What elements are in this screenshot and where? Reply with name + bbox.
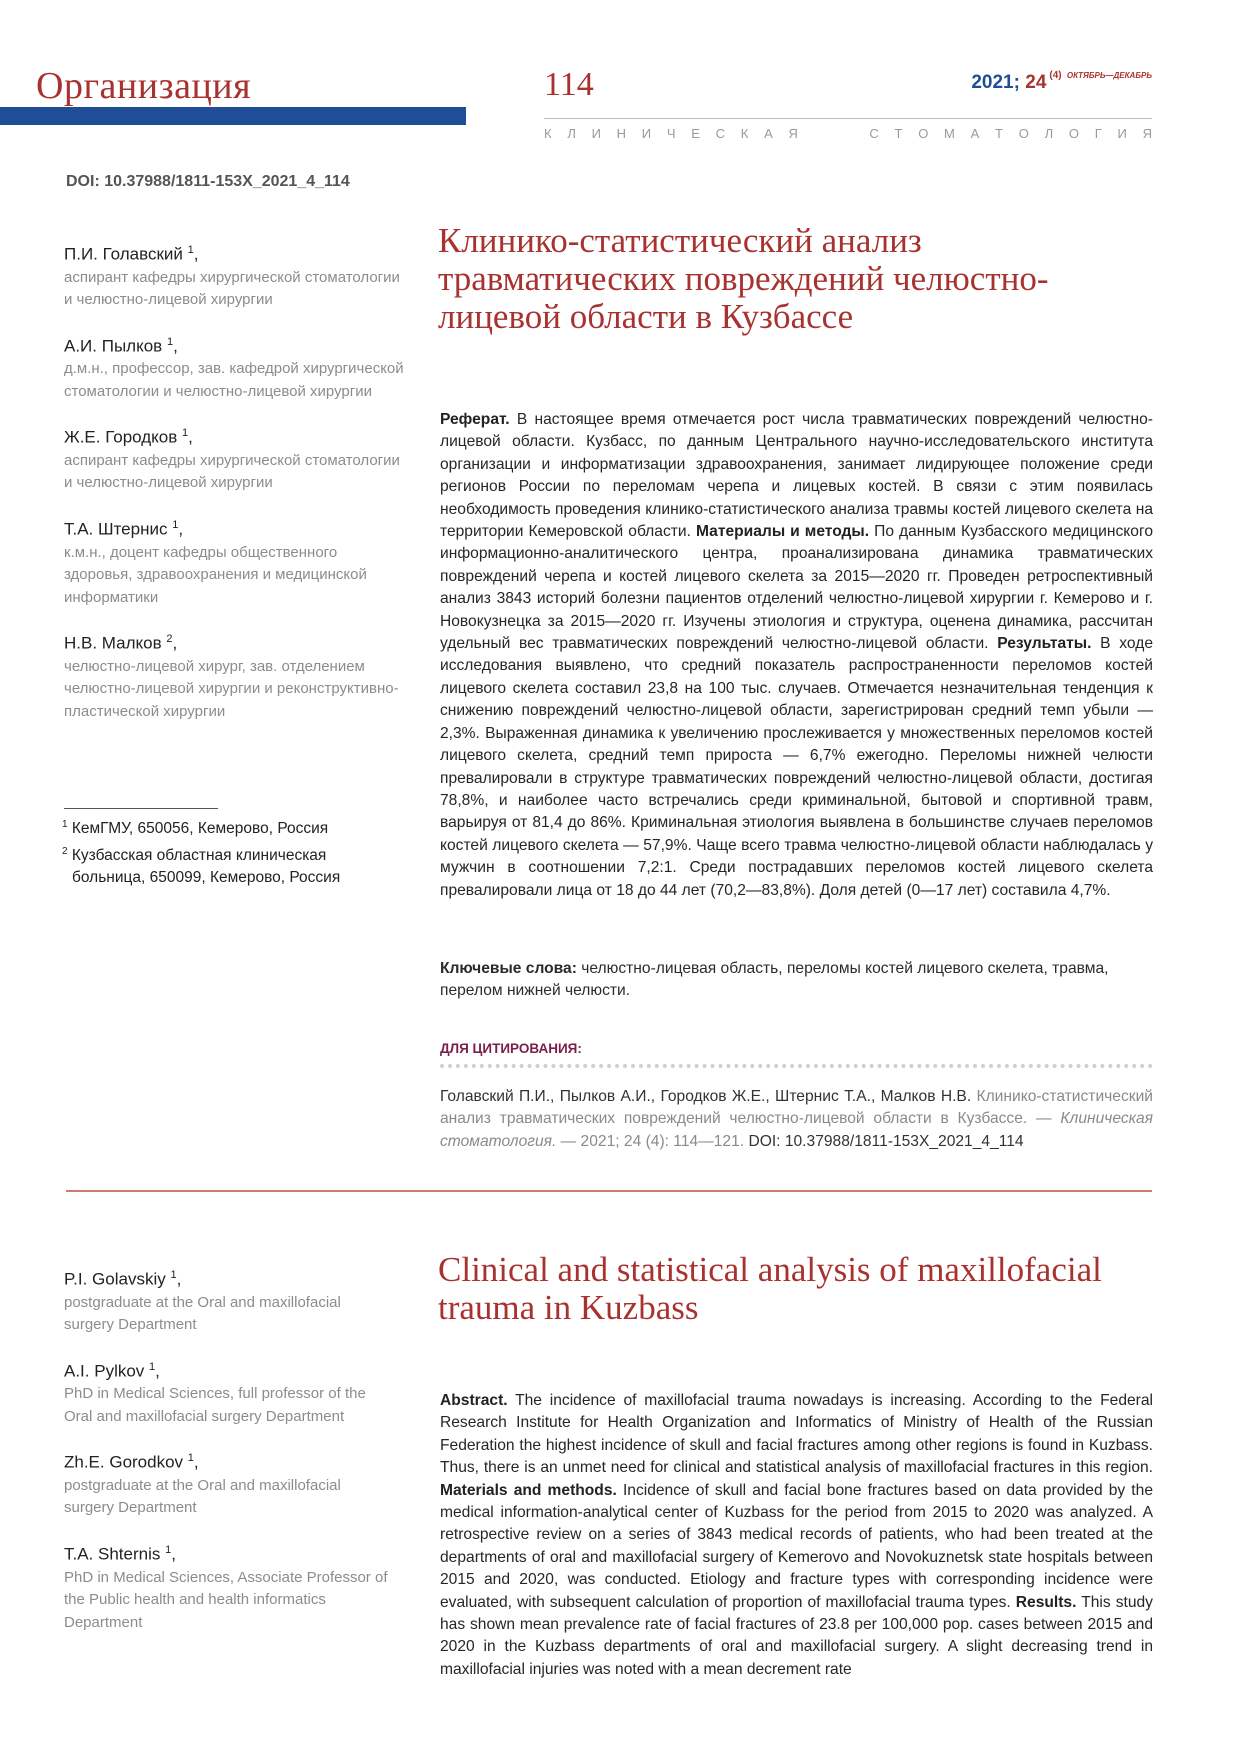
author-name-text: Н.В. Малков — [64, 633, 162, 653]
author-name: Н.В. Малков $^2$, — [64, 633, 178, 653]
journal-letter: Е — [691, 126, 700, 141]
author-name: П.И. Голавский $^1$, — [64, 244, 199, 264]
affiliation-marker: 1 — [166, 335, 174, 348]
author-name-text: А.И. Пылков — [64, 336, 163, 356]
section-color-bar — [0, 107, 466, 125]
author-name: P.I. Golavskiy $^1$, — [64, 1269, 182, 1289]
author-position: PhD in Medical Sciences, full professor of the Oral and maxillofacial surgery Department — [64, 1385, 366, 1425]
author-name: Ж.Е. Городков $^1$, — [64, 427, 193, 447]
citation-doi: DOI: 10.37988/1811-153X_2021_4_114 — [748, 1132, 1024, 1150]
affiliations — [62, 814, 402, 890]
affiliation — [62, 841, 402, 890]
author-name-text: P.I. Golavskiy — [64, 1269, 166, 1289]
abstract-en — [440, 1390, 1153, 1680]
author-entry — [64, 1355, 409, 1429]
section-divider — [66, 1190, 1152, 1192]
header-rule — [544, 118, 1152, 119]
journal-letter: И — [1117, 126, 1127, 141]
article-title-ru: Клинико-статистический анализ травматических повреждений челюстно-лицевой области в Кузбассе — [438, 221, 1049, 336]
journal-letter: Ч — [666, 126, 676, 141]
keywords-label: Ключевые слова: — [440, 960, 577, 977]
author-position: postgraduate at the Oral and maxillofacial surgery Department — [64, 1293, 341, 1334]
abstract-label: Abstract. — [440, 1392, 508, 1409]
author-name-text: Т.А. Штернис — [64, 519, 168, 539]
journal-letter: С — [869, 126, 879, 141]
citation — [440, 1086, 1153, 1153]
author-name-text: A.I. Pylkov — [64, 1361, 145, 1381]
issue-info: 2021; 24 $^{(4)}$ $^{ОКТЯБРЬ—ДЕКАБРЬ}$ — [971, 70, 1152, 93]
affiliation-marker: 1 — [187, 244, 194, 256]
keywords — [440, 958, 1153, 1003]
author-entry — [64, 1263, 409, 1337]
author-position: аспирант кафедры хирургической стоматологии и челюстно-лицевой хирургии — [64, 451, 400, 492]
results-text: This study has shown mean prevalence rate of facial fractures of 23.8 per 100,000 pop. cases between 2015 and 2020 in the Kuzbass departments of oral and maxillofacial surgery. A slight decreasing trend in maxillofacial injuries was noted with a mean decrement rate — [440, 1593, 1153, 1678]
citation-divider — [440, 1064, 1153, 1068]
methods-text: По данным Кузбасского медицинского информационно-аналитического центра, проанализирована динамика травматических повреждений черепа и костей лицевого скелета за 2015—2020 гг. Проведен ретроспективный анализ 3843 историй болезни пациентов отделений челюстно-лицевой хирургии г. Кемерово и г. Новокузнецка за 2015—2020 гг. Изучены этиология и структура, оценена динамика, рассчитан удельный вес травматических повреждений челюстно-лицевой области. — [440, 523, 1153, 653]
citation-journal: Клиническая стоматология. — [440, 1110, 1153, 1150]
methods-text: Incidence of skull and facial bone fractures based on data provided by the medical information-analytical center of Kuzbass for the period from 2015 to 2020 was analyzed. A retrospective review on a series of 3843 medical records of patients, who had been treated at the departments of oral and maxillofacial surgery of Kemerovo and Novokuznetsk state hospitals between 2015 and 2020, was conducted. Etiology and fracture types with corresponding incidence were evaluated, with subsequent calculation of proportion of maxillofacial trauma types. — [440, 1481, 1153, 1611]
affiliation — [62, 814, 402, 841]
journal-letter: Я — [788, 126, 798, 141]
author-position: к.м.н., доцент кафедры общественного здоровья, здравоохранения и медицинской информатики — [64, 543, 367, 606]
issue-period: ОКТЯБРЬ—ДЕКАБРЬ — [1066, 71, 1152, 80]
affiliation-marker: 1 — [170, 1269, 177, 1281]
journal-letter: Я — [1142, 126, 1152, 141]
citation-authors: Голавский П.И., Пылков А.И., Городков Ж.Е., Штернис Т.А., Малков Н.В. — [440, 1088, 972, 1105]
journal-letter: С — [715, 126, 726, 141]
author-entry — [64, 513, 409, 609]
abstract-text: The incidence of maxillofacial trauma nowadays is increasing. According to the Federal Research Institute for Health Organization and Informatics of Ministry of Health of the Russian Federation the highest incidence of skull and facial fractures among other regions is found in Kuzbass. Thus, there is an unmet need for clinical and statistical analysis of maxillofacial fractures in this region. — [440, 1392, 1153, 1477]
journal-letter: И — [591, 126, 601, 141]
author-name: T.A. Shternis $^1$, — [64, 1543, 176, 1564]
results-label: Результаты. — [997, 635, 1092, 653]
methods-label: Materials and methods. — [440, 1481, 617, 1499]
journal-letter: Л — [1044, 126, 1054, 141]
page-number: 114 — [544, 66, 594, 103]
journal-letter: Г — [1094, 126, 1102, 141]
journal-letter: О — [918, 126, 929, 141]
affiliation-marker: 1 — [187, 1452, 194, 1465]
abstract-text: В настоящее время отмечается рост числа травматических повреждений челюстно-лицевой области. Кузбасс, по данным Центрального научно-исследовательского института организации и информатизации здравоохранения, занимает лидирующее положение среди регионов России по переломам черепа и лицевых костей. В связи с этим появилась необходимость проведения клинико-статистического анализа травмы костей лицевого скелета на территории Кемеровской области. — [440, 411, 1153, 541]
author-entry — [64, 627, 409, 723]
abstract-ru — [440, 409, 1153, 902]
citation-label: ДЛЯ ЦИТИРОВАНИЯ: — [440, 1041, 582, 1056]
author-name-text: Ж.Е. Городков — [64, 427, 178, 447]
affiliation-text: КемГМУ, 650056, Кемерово, Россия — [71, 820, 329, 838]
affiliation-marker: 1 — [165, 1543, 172, 1556]
issue-number: (4) — [1049, 70, 1062, 81]
affiliation-marker: 1 — [62, 819, 68, 830]
journal-letter: А — [970, 126, 980, 141]
authors-list-ru — [64, 238, 409, 741]
author-position: аспирант кафедры хирургической стоматологии и челюстно-лицевой хирургии — [64, 268, 400, 309]
journal-letter: К — [740, 126, 749, 141]
section-title: Организация — [36, 65, 252, 107]
journal-letter: И — [641, 126, 652, 141]
journal-name — [544, 126, 1152, 141]
journal-word-gap — [814, 126, 854, 141]
affiliation-marker: 2 — [62, 845, 68, 857]
results-label: Results. — [1015, 1593, 1077, 1611]
authors-list-en — [64, 1263, 409, 1652]
affiliation-text: Кузбасская областная клиническая больница, 650099, Кемерово, Россия — [71, 846, 341, 887]
author-position: postgraduate at the Oral and maxillofacial surgery Department — [64, 1476, 341, 1517]
author-entry — [64, 1446, 409, 1520]
journal-letter: О — [1068, 126, 1079, 141]
author-name-text: T.A. Shternis — [64, 1544, 161, 1564]
affiliation-marker: 1 — [149, 1360, 156, 1373]
author-name-text: Zh.E. Gorodkov — [64, 1452, 184, 1472]
affiliation-marker: 2 — [166, 633, 173, 646]
doi: DOI: 10.37988/1811-153X_2021_4_114 — [66, 173, 350, 190]
citation-title: Клинико-статистический анализ травматических повреждений челюстно-лицевой области в Кузбассе. — — [440, 1088, 1153, 1128]
author-position: PhD in Medical Sciences, Associate Professor of the Public health and health informatics Department — [64, 1568, 388, 1631]
issue-year: 2021 — [971, 72, 1014, 93]
author-entry — [64, 1538, 409, 1634]
journal-letter: О — [1018, 126, 1029, 141]
author-name: А.И. Пылков $^1$, — [64, 335, 178, 356]
article-title-en: Clinical and statistical analysis of maxillofacial trauma in Kuzbass — [438, 1250, 1102, 1327]
affiliation-divider — [64, 808, 218, 809]
methods-label: Материалы и методы. — [695, 523, 870, 541]
author-name: A.I. Pylkov $^1$, — [64, 1360, 160, 1381]
affiliation-marker: 1 — [182, 427, 189, 440]
author-name-text: П.И. Голавский — [64, 244, 183, 264]
abstract-label: Реферат. — [440, 411, 510, 428]
journal-letter: Т — [995, 126, 1003, 141]
journal-letter: Т — [894, 126, 903, 141]
results-text: В ходе исследования выявлено, что средний показатель распространенности переломов костей лицевого скелета составил 23,8 на 100 тыс. случаев. Отмечается незначительная тенденция к снижению повреждений челюстно-лицевой области, зарегистрирован средний темп убыли — 2,3%. Выраженная динамика к увеличению прослеживается у множественных переломов костей лицевого скелета, средний темп прироста — 6,7% ежегодно. Переломы нижней челюсти превалировали в структуре травматических повреждений челюстно-лицевой области, достигая 78,8%, и наиболее часто встречались среди криминальной, бытовой и спортивной травм, варьируя от 81,4 до 86%. Криминальная этиология выявлена в большинстве случаев переломов костей лицевого скелета — 57,9%. Чаще всего травма челюстно-лицевой области наблюдалась у мужчин в соотношении 7,2:1. Среди пострадавших переломов костей лицевого скелета превалировали лица от 18 до 44 лет (70,2—83,8%). Доля детей (0—17 лет) составила 4,7%. — [440, 635, 1153, 899]
author-entry — [64, 421, 409, 495]
keywords-text: челюстно-лицевая область, переломы костей лицевого скелета, травма, перелом нижней челюсти. — [440, 960, 1109, 1000]
journal-letter: А — [764, 126, 773, 141]
author-name: Т.А. Штернис $^1$, — [64, 518, 184, 539]
author-position: челюстно-лицевой хирург, зав. отделением челюстно-лицевой хирургии и реконструктивно-пластической хирургии — [64, 657, 399, 720]
journal-letter: К — [544, 126, 552, 141]
author-entry — [64, 238, 409, 312]
journal-letter: Л — [567, 126, 576, 141]
journal-letter: М — [944, 126, 955, 141]
author-name: Zh.E. Gorodkov $^1$, — [64, 1452, 199, 1472]
author-entry — [64, 330, 409, 404]
journal-letter: Н — [616, 126, 627, 141]
citation-details: — 2021; 24 (4): 114—121. — [556, 1132, 749, 1150]
affiliation-marker: 1 — [172, 518, 179, 531]
author-position: д.м.н., профессор, зав. кафедрой хирургической стоматологии и челюстно-лицевой хирургии — [64, 360, 404, 400]
issue-volume: 24 — [1025, 72, 1047, 93]
